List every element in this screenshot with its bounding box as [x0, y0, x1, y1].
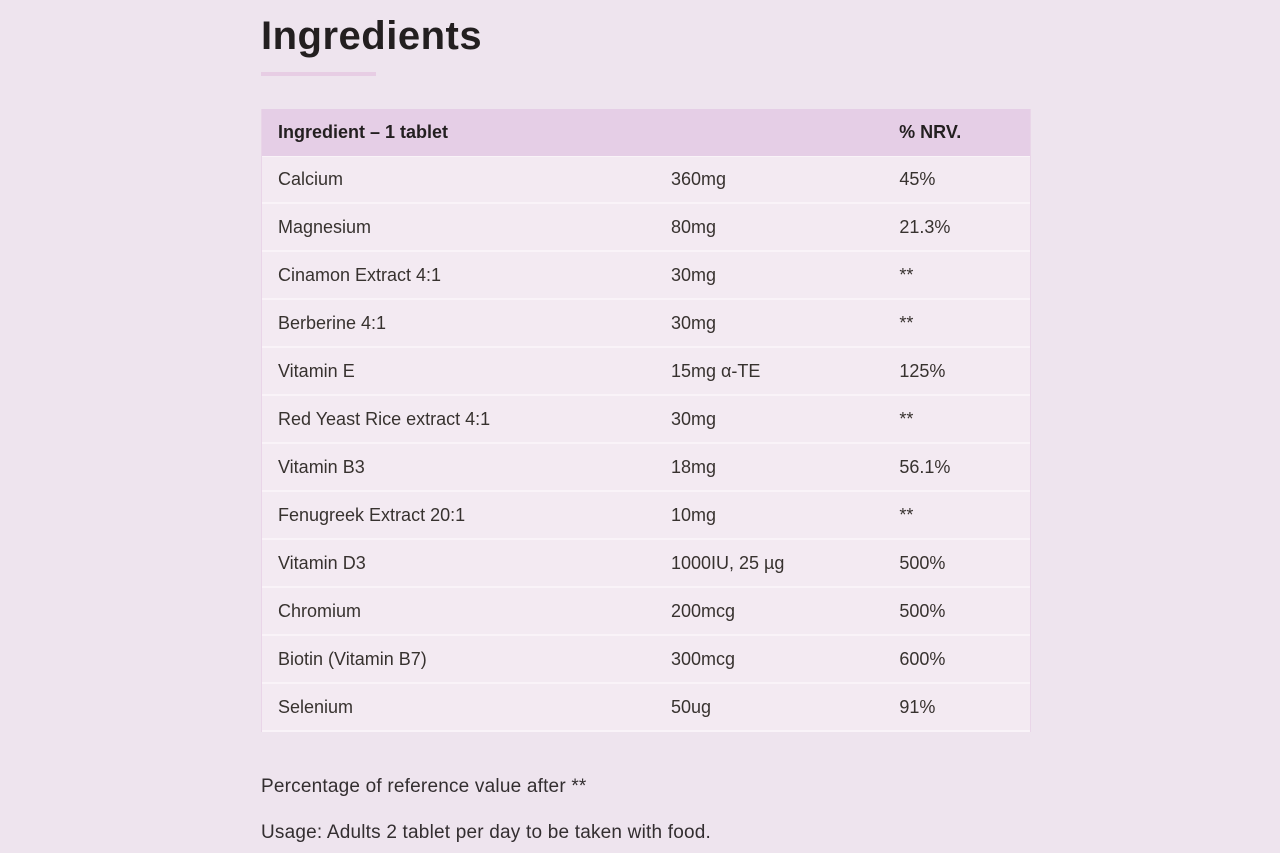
- table-row: [262, 156, 1030, 204]
- table-row: [262, 396, 1030, 444]
- ingredient-name-cell: Chromium: [278, 600, 362, 621]
- ingredient-nrv-cell: **: [899, 408, 914, 429]
- ingredient-amount-cell: 15mg α-TE: [670, 360, 761, 381]
- ingredient-amount-cell: 30mg: [670, 312, 716, 333]
- ingredient-name-cell: Red Yeast Rice extract 4:1: [278, 408, 491, 429]
- ingredient-nrv-cell: **: [899, 504, 914, 525]
- ingredient-nrv-cell: 91%: [899, 696, 936, 717]
- ingredient-nrv-cell: 500%: [899, 552, 946, 573]
- ingredient-nrv-cell: 500%: [899, 600, 946, 621]
- ingredient-nrv-cell: 45%: [899, 169, 936, 189]
- ingredients-section: [261, 0, 1031, 844]
- ingredient-name-cell: Berberine 4:1: [278, 312, 387, 333]
- ingredient-amount-cell: 360mg: [670, 169, 726, 189]
- table-row: [262, 348, 1030, 396]
- ingredient-nrv-cell: 21.3%: [899, 216, 951, 237]
- ingredient-amount-cell: 80mg: [670, 216, 716, 237]
- ingredient-amount-cell: 50ug: [670, 696, 711, 717]
- table-row: [262, 636, 1030, 684]
- ingredient-amount-cell: 30mg: [670, 408, 716, 429]
- ingredient-amount-cell: 200mcg: [670, 600, 735, 621]
- table-body: [262, 156, 1030, 732]
- title-underline: [261, 72, 376, 76]
- table-header-row: [262, 109, 1030, 156]
- notes-block: [261, 776, 1031, 844]
- ingredient-amount-cell: 1000IU, 25 µg: [670, 552, 785, 573]
- table-row: [262, 540, 1030, 588]
- ingredient-name-cell: Calcium: [278, 169, 344, 189]
- ingredient-amount-cell: 300mcg: [670, 648, 735, 669]
- ingredient-amount-cell: 30mg: [670, 264, 716, 285]
- column-header-nrv: % NRV.: [899, 122, 962, 142]
- ingredient-name-cell: Fenugreek Extract 20:1: [278, 504, 466, 525]
- table-row: [262, 300, 1030, 348]
- ingredient-name-cell: Biotin (Vitamin B7): [278, 648, 427, 669]
- ingredient-amount-cell: 18mg: [670, 456, 716, 477]
- column-header-ingredient: Ingredient – 1 tablet: [278, 122, 449, 142]
- ingredient-nrv-cell: 125%: [899, 360, 946, 381]
- ingredient-name-cell: Vitamin B3: [278, 456, 365, 477]
- ingredient-nrv-cell: 600%: [899, 648, 946, 669]
- table-row: [262, 492, 1030, 540]
- ingredient-nrv-cell: 56.1%: [899, 456, 951, 477]
- ingredient-name-cell: Selenium: [278, 696, 354, 717]
- table-row: [262, 684, 1030, 732]
- ingredient-name-cell: Vitamin D3: [278, 552, 366, 573]
- page-title: Ingredients: [261, 14, 483, 58]
- table-row: [262, 588, 1030, 636]
- table-row: [262, 444, 1030, 492]
- ingredient-nrv-cell: **: [899, 264, 914, 285]
- table-row: [262, 252, 1030, 300]
- ingredient-name-cell: Cinamon Extract 4:1: [278, 264, 442, 285]
- ingredient-amount-cell: 10mg: [670, 504, 716, 525]
- reference-note: Percentage of reference value after **: [261, 776, 587, 797]
- table-row: [262, 204, 1030, 252]
- ingredient-nrv-cell: **: [899, 312, 914, 333]
- ingredient-name-cell: Vitamin E: [278, 360, 355, 381]
- ingredient-name-cell: Magnesium: [278, 216, 372, 237]
- ingredients-table: [261, 109, 1031, 732]
- usage-note: Usage: Adults 2 tablet per day to be taken with food.: [261, 822, 711, 843]
